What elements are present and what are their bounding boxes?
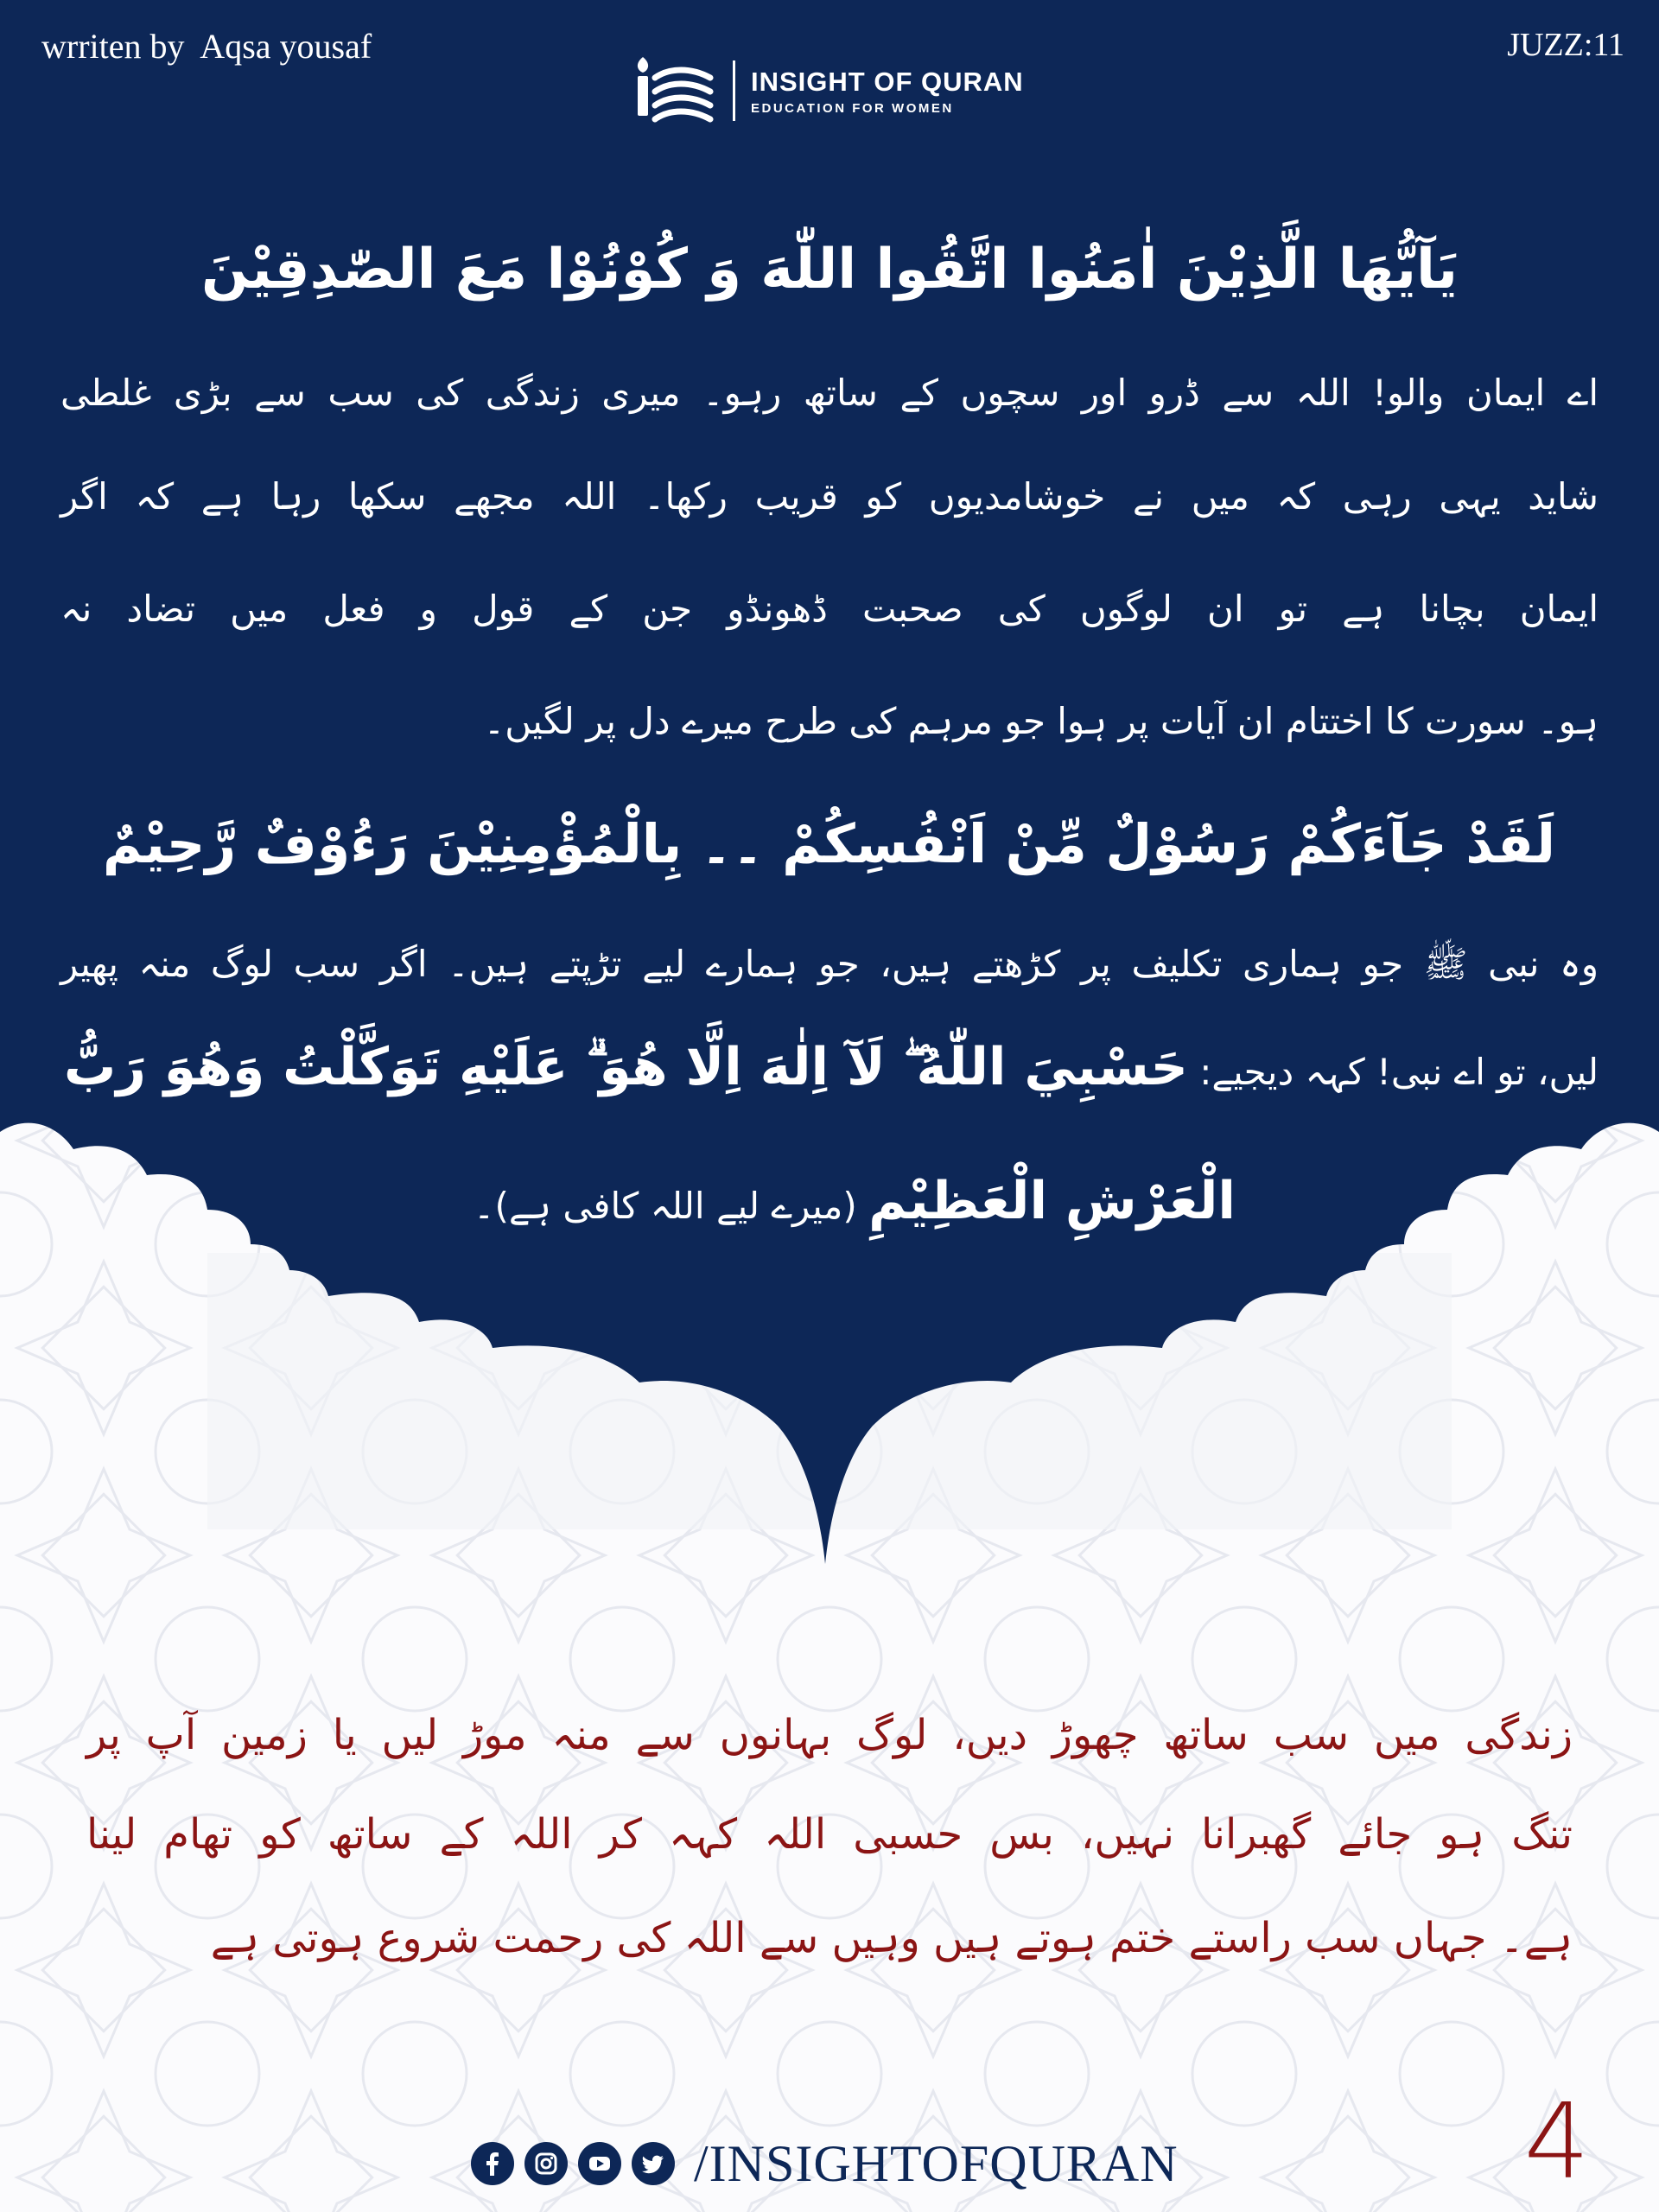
social-footer	[471, 2136, 1179, 2191]
author-credit: wrriten by Aqsa yousaf	[41, 27, 372, 66]
social-handle[interactable]: /INSIGHTOFQURAN	[694, 2134, 1179, 2192]
hasbiyallah-verse: حَسْبِيَ اللّٰهُ ۖ لَآ اِلٰهَ اِلَّا هُوَ ۗ عَلَيْهِ تَوَكَّلْتُ وَهُوَ رَبُّ	[64, 1037, 1188, 1097]
paragraph-2-urdu-text: لیں، تو اے نبی! کہہ دیجیے:	[1187, 1051, 1599, 1093]
paragraph-1-line-1: اے ایمان والو! اللہ سے ڈرو اور سچوں کے ساتھ رہو۔ میری زندگی کی سب سے بڑی غلطی	[60, 372, 1599, 414]
paragraph-2-line-2	[60, 1037, 1599, 1097]
twitter-icon[interactable]	[632, 2142, 675, 2185]
closing-line-2: تنگ ہو جائے گھبرانا نہیں، بس حسبی اللہ کہہ کر اللہ کے ساتھ کو تھام لینا	[86, 1810, 1573, 1859]
logo-subtitle: EDUCATION FOR WOMEN	[751, 100, 954, 116]
paragraph-2-line-3	[60, 1171, 1236, 1231]
translation-text: (میرے لیے اللہ کافی ہے)۔	[473, 1185, 869, 1227]
page-number: 4	[1523, 2082, 1590, 2202]
paragraph-2-line-1: وہ نبی ﷺ جو ہماری تکلیف پر کڑھتے ہیں، جو ہمارے لیے تڑپتے ہیں۔ اگر سب لوگ منہ پھیر	[60, 943, 1599, 985]
verse-2: لَقَدْ جَآءَكُمْ رَسُوْلٌ مِّنْ اَنْفُسِكُمْ ۔۔ بِالْمُؤْمِنِيْنَ رَءُوْفٌ رَّحِيْمٌ	[102, 812, 1555, 875]
paragraph-1-line-2: شاید یہی رہی کہ میں نے خوشامدیوں کو قریب رکھا۔ اللہ مجھے سکھا رہا ہے کہ اگر	[60, 475, 1599, 518]
facebook-icon[interactable]	[471, 2142, 514, 2185]
logo-title: INSIGHT OF QURAN	[751, 66, 1024, 97]
paragraph-1-line-4: ہو۔ سورت کا اختتام ان آیات پر ہوا جو مرہم کی طرح میرے دل پر لگیں۔	[483, 700, 1599, 742]
instagram-icon[interactable]	[524, 2142, 568, 2185]
juzz-label: JUZZ:11	[1507, 27, 1624, 63]
logo-divider	[733, 60, 735, 121]
verse-1: يَآيُّهَا الَّذِيْنَ اٰمَنُوا اتَّقُوا اللّٰهَ وَ كُوْنُوْا مَعَ الصّٰدِقِيْنَ	[200, 238, 1459, 302]
paragraph-1-line-3: ایمان بچانا ہے تو ان لوگوں کی صحبت ڈھونڈو جن کے قول و فعل میں تضاد نہ	[60, 588, 1599, 630]
logo-wordmark	[751, 67, 1024, 116]
youtube-icon[interactable]	[578, 2142, 621, 2185]
closing-line-3: ہے۔ جہاں سب راستے ختم ہوتے ہیں وہیں سے اللہ کی رحمت شروع ہوتی ہے	[210, 1914, 1573, 1962]
logo-mark-icon	[631, 52, 717, 130]
arsh-verse: الْعَرْشِ الْعَظِيْمِ	[868, 1171, 1236, 1231]
closing-line-1: زندگی میں سب ساتھ چھوڑ دیں، لوگ بہانوں سے منہ موڑ لیں یا زمین آپ پر	[86, 1711, 1573, 1759]
brand-logo	[631, 52, 1024, 130]
